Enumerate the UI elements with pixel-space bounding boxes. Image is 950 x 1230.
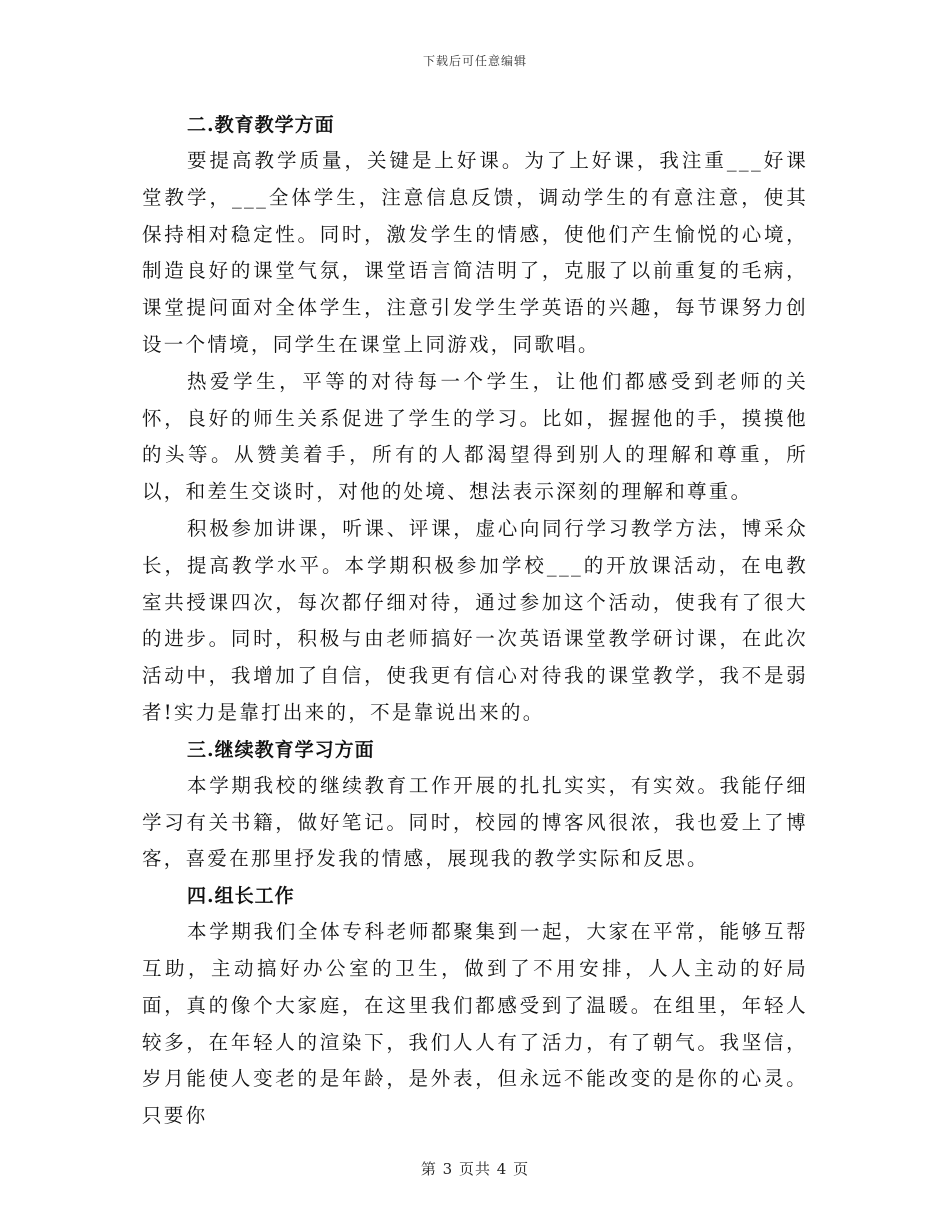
paragraph: 热爱学生，平等的对待每一个学生，让他们都感受到老师的关怀，良好的师生关系促进了学生的学习。比如，握握他的手，摸摸他的头等。从赞美着手，所有的人都渴望得到别人的理解和尊重，所以，和差生交谈时，对他的处境、想法表示深刻的理解和尊重。 <box>142 369 808 504</box>
page-number: 第 3 页共 4 页 <box>420 1160 530 1178</box>
paragraph: 本学期我校的继续教育工作开展的扎扎实实，有实效。我能仔细学习有关书籍，做好笔记。同时，校园的博客风很浓，我也爱上了博客，喜爱在那里抒发我的情感，展现我的教学实际和反思。 <box>142 773 808 871</box>
page-header-note: 下载后可任意编辑 <box>422 54 527 68</box>
section-heading-team-leader: 四.组长工作 <box>187 885 295 908</box>
paragraph: 本学期我们全体专科老师都聚集到一起，大家在平常，能够互帮互助，主动搞好办公室的卫生，做到了不用安排，人人主动的好局面，真的像个大家庭，在这里我们都感受到了温暖。在组里，年轻人较多，在年轻人的渲染下，我们人人有了活力，有了朝气。我坚信，岁月能使人变老的是年龄，是外表，但永远不能改变的是你的心灵。只要你 <box>142 920 808 1128</box>
section-heading-continuing-education: 三.继续教育学习方面 <box>187 738 375 761</box>
paragraph: 积极参加讲课，听课、评课，虚心向同行学习教学方法，博采众长，提高教学水平。本学期积极参加学校___的开放课活动，在电教室共授课四次，每次都仔细对待，通过参加这个活动，使我有了很大的进步。同时，积极与由老师搞好一次英语课堂教学研讨课，在此次活动中，我增加了自信，使我更有信心对待我的课堂教学，我不是弱者!实力是靠打出来的，不是靠说出来的。 <box>142 516 808 724</box>
section-heading-teaching: 二.教育教学方面 <box>187 114 335 136</box>
document-body <box>142 107 808 1135</box>
paragraph: 要提高教学质量，关键是上好课。为了上好课，我注重___好课堂教学，___全体学生，注意信息反馈，调动学生的有意注意，使其保持相对稳定性。同时，激发学生的情感，使他们产生愉悦的心境，制造良好的课堂气氛，课堂语言简洁明了，克服了以前重复的毛病，课堂提问面对全体学生，注意引发学生学英语的兴趣，每节课努力创设一个情境，同学生在课堂上同游戏，同歌唱。 <box>142 149 808 356</box>
